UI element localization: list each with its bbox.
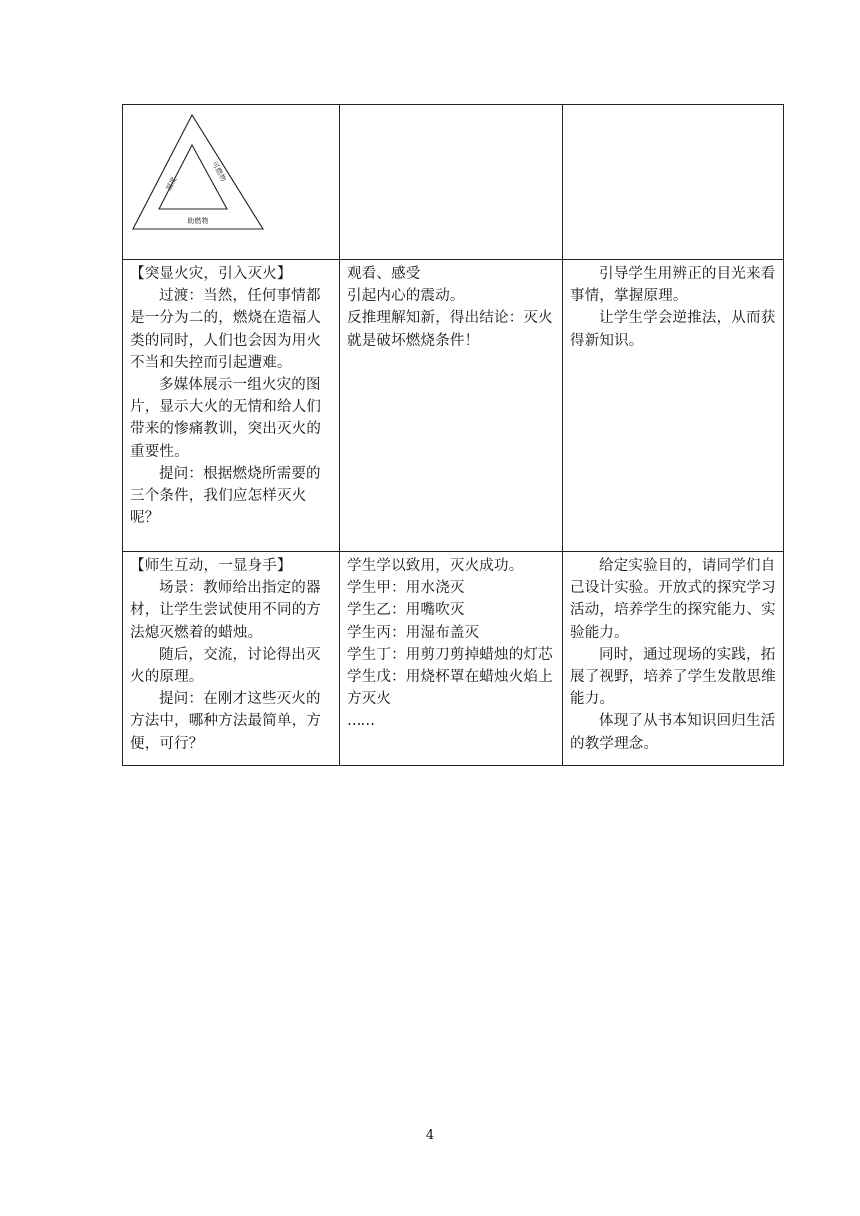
text-line: 学生学以致用，灭火成功。 bbox=[347, 558, 524, 574]
paragraph: 多媒体展示一组火灾的图片，显示大火的无情和给人们带来的惨痛教训，突出灭火的重要性。 bbox=[130, 377, 322, 460]
teacher-activity-cell bbox=[123, 260, 340, 552]
ellipsis-line: …… bbox=[347, 713, 374, 730]
text-line: 学生丁：用剪刀剪掉蜡烛的灯芯 bbox=[347, 646, 553, 663]
combustible-label: 可燃物 bbox=[210, 160, 228, 184]
fire-triangle-cell bbox=[123, 105, 340, 260]
paragraph: 场景：教师给出指定的器材，让学生尝试使用不同的方法熄灭燃着的蜡烛。 bbox=[130, 580, 322, 641]
section-heading: 【师生互动，一显身手】 bbox=[130, 558, 292, 574]
paragraph: 随后，交流，讨论得出灭火的原理。 bbox=[130, 646, 321, 686]
text-line: 引起内心的震动。 bbox=[347, 288, 465, 305]
text-line: 观看、感受 bbox=[347, 266, 421, 282]
temperature-label: 温度 bbox=[164, 175, 179, 192]
empty-cell bbox=[340, 105, 563, 260]
table-row bbox=[123, 105, 784, 260]
paragraph: 体现了从书本知识回归生活的教学理念。 bbox=[570, 713, 776, 752]
table-row bbox=[123, 260, 784, 552]
paragraph: 提问：根据燃烧所需要的三个条件，我们应怎样灭火呢？ bbox=[130, 465, 321, 527]
page-number: 4 bbox=[425, 1128, 435, 1143]
paragraph: 提问：在刚才这些灭火的方法中，哪种方法最简单，方便，可行？ bbox=[130, 691, 322, 752]
student-activity-cell bbox=[340, 260, 563, 552]
paragraph: 过渡：当然，任何事情都是一分为二的，燃烧在造福人类的同时，人们也会因为用火不当和失控而引起遭难。 bbox=[130, 288, 322, 371]
paragraph: 让学生学会逆推法，从而获得新知识。 bbox=[570, 310, 776, 349]
text-line: 学生甲：用水浇灭 bbox=[347, 580, 465, 597]
teacher-activity-cell bbox=[123, 552, 340, 766]
paragraph: 引导学生用辨正的目光来看事情，掌握原理。 bbox=[570, 266, 776, 305]
table-row bbox=[123, 552, 784, 766]
empty-cell bbox=[563, 105, 784, 260]
design-intent-cell bbox=[563, 260, 784, 552]
outer-triangle bbox=[133, 115, 263, 229]
oxidizer-label: 助燃物 bbox=[187, 217, 209, 225]
design-intent-cell bbox=[563, 552, 784, 766]
text-line: 学生乙：用嘴吹灭 bbox=[347, 602, 465, 619]
text-line: 学生丙：用湿布盖灭 bbox=[347, 624, 480, 641]
paragraph: 同时，通过现场的实践，拓展了视野，培养了学生发散思维能力。 bbox=[570, 646, 776, 708]
student-activity-cell bbox=[340, 552, 563, 766]
fire-triangle-diagram bbox=[131, 113, 271, 237]
lesson-plan-table bbox=[122, 104, 784, 766]
section-heading: 【突显火灾，引入灭火】 bbox=[130, 266, 292, 282]
paragraph: 给定实验目的，请同学们自己设计实验。开放式的探究学习活动，培养学生的探究能力、实验能力。 bbox=[570, 558, 776, 641]
text-line: 学生戊：用烧杯罩在蜡烛火焰上方灭火 bbox=[347, 669, 553, 708]
text-line: 反推理解知新，得出结论：灭火就是破坏燃烧条件！ bbox=[347, 310, 553, 349]
